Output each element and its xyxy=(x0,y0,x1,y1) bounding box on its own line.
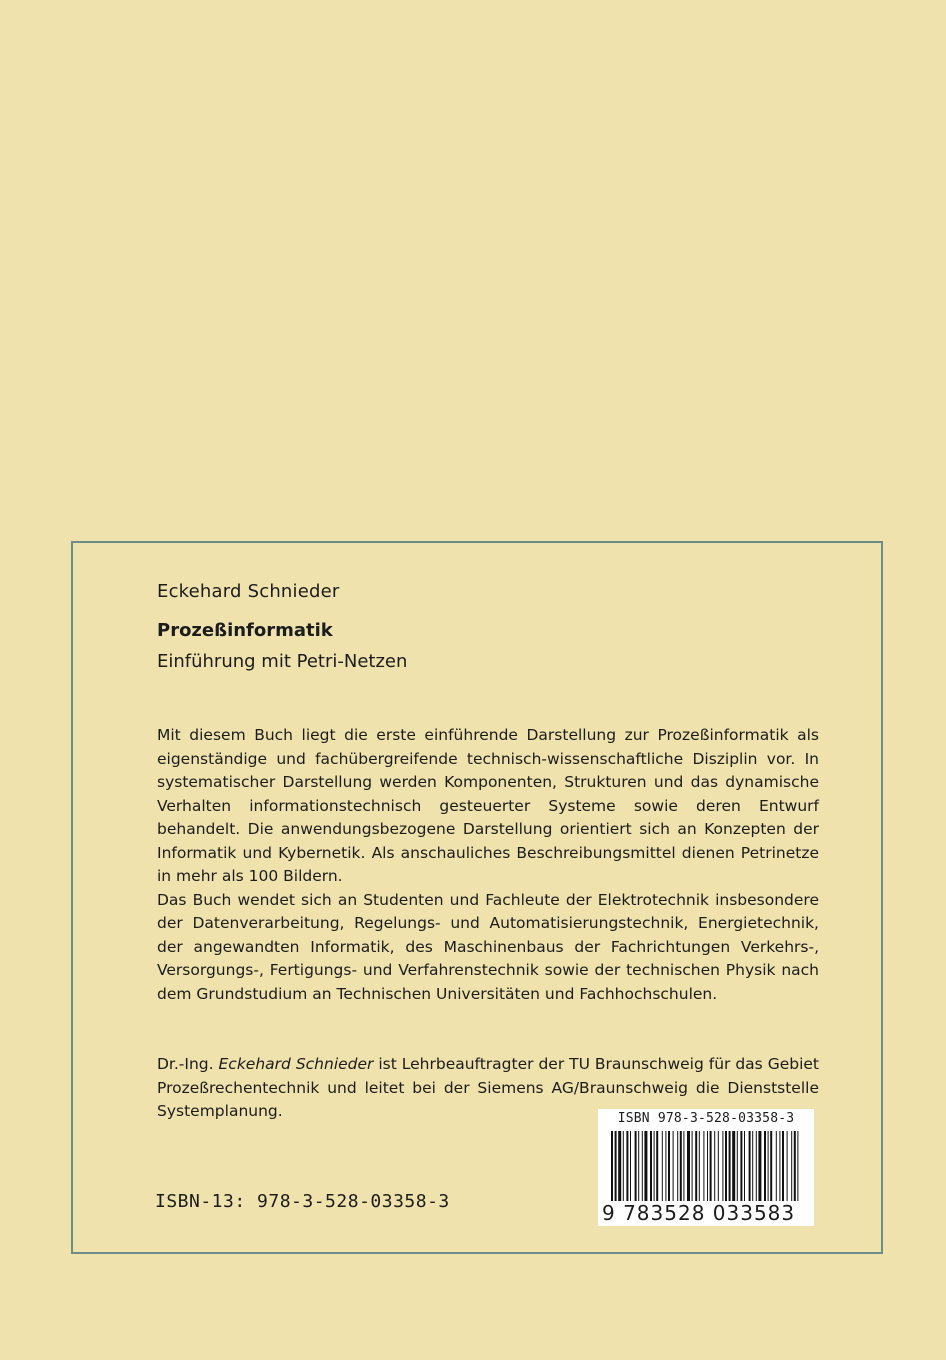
barcode-bar xyxy=(668,1131,670,1201)
barcode-bar xyxy=(768,1131,769,1201)
barcode-bar xyxy=(650,1131,652,1201)
barcode-bar xyxy=(665,1131,666,1201)
barcode-bar xyxy=(776,1131,777,1201)
barcode-bar xyxy=(644,1131,647,1201)
bio-prefix: Dr.-Ing. xyxy=(157,1055,219,1073)
barcode-bar xyxy=(770,1131,772,1201)
back-cover-panel xyxy=(71,541,883,1254)
barcode-bar xyxy=(687,1131,690,1201)
barcode-bar xyxy=(695,1131,697,1201)
book-title: Prozeßinformatik xyxy=(157,620,333,641)
bio-author-name: Eckehard Schnieder xyxy=(218,1055,374,1073)
barcode-bar xyxy=(740,1131,742,1201)
barcode-bar xyxy=(642,1131,643,1201)
barcode-bar xyxy=(787,1131,788,1201)
bio-rest: ist Lehrbeauftragter der TU Braunschweig für das Gebiet Prozeßrechentechnik und leitet bei der Siemens AG/Braunschweig die Dienststelle Systemplanung. xyxy=(157,1055,819,1120)
barcode-bar xyxy=(752,1131,753,1201)
barcode-bar xyxy=(791,1131,792,1201)
barcode-bar xyxy=(782,1131,784,1201)
description-paragraph-1: Mit diesem Buch liegt die erste einführende Darstellung zur Prozeßinformatik als eigenständige und fachübergreifende technisch-wissenschaftliche Disziplin vor. In systematischer Darstellung werden Komponenten, Strukturen und das dynamische Verhalten informationstechnisch gesteuerter Systeme sowie deren Entwurf behandelt. Die anwendungsbezogene Darstellung orientiert sich an Konzepten der Informatik und Kybernetik. Als anschauliches Beschreibungsmittel dienen Petrinetze in mehr als 100 Bildern. xyxy=(157,726,819,885)
barcode-bar xyxy=(680,1131,682,1201)
barcode-bar xyxy=(626,1131,628,1201)
description-paragraph-2: Das Buch wendet sich an Studenten und Fachleute der Elektrotechnik insbesondere der Datenverarbeitung, Regelungs- und Automatisierungstechnik, Energietechnik, der angewandten Informatik, des Maschinenbaus der Fachrichtungen Verkehrs-, Versorgungs-, Fertigungs- und Verfahrenstechnik sowie der technischen Physik nach dem Grundstudium an Technischen Universitäten und Fachhochschulen. xyxy=(157,890,819,1003)
barcode-bars-icon xyxy=(611,1131,801,1201)
barcode-bar xyxy=(656,1131,658,1201)
barcode-bar xyxy=(744,1131,745,1201)
barcode-bar xyxy=(729,1131,731,1201)
barcode-bar xyxy=(654,1131,655,1201)
barcode-bar xyxy=(707,1131,708,1201)
barcode-bar xyxy=(683,1131,684,1201)
book-description xyxy=(157,724,819,1006)
barcode-bar xyxy=(749,1131,751,1201)
barcode-bar xyxy=(722,1131,723,1201)
barcode-bar xyxy=(710,1131,712,1201)
author-name: Eckehard Schnieder xyxy=(157,581,340,602)
barcode-bar xyxy=(635,1131,637,1201)
isbn13-label: ISBN-13: 978-3-528-03358-3 xyxy=(155,1191,450,1212)
isbn-barcode xyxy=(598,1109,814,1226)
barcode-bar xyxy=(692,1131,693,1201)
barcode-bar xyxy=(764,1131,766,1201)
barcode-ean-digits: 9 783528 033583 xyxy=(602,1201,796,1225)
barcode-bar xyxy=(611,1131,613,1201)
barcode-bar xyxy=(699,1131,700,1201)
barcode-bar xyxy=(662,1131,663,1201)
barcode-bar xyxy=(630,1131,631,1201)
barcode-bar xyxy=(732,1131,735,1201)
barcode-bar xyxy=(779,1131,780,1201)
barcode-bar xyxy=(737,1131,738,1201)
book-subtitle: Einführung mit Petri-Netzen xyxy=(157,651,408,672)
barcode-bar xyxy=(703,1131,704,1201)
barcode-bar xyxy=(756,1131,757,1201)
barcode-bar xyxy=(615,1131,617,1201)
barcode-bar xyxy=(677,1131,678,1201)
barcode-bar xyxy=(797,1131,798,1201)
barcode-bar xyxy=(623,1131,624,1201)
barcode-isbn-text: ISBN 978-3-528-03358-3 xyxy=(617,1111,795,1126)
barcode-bar xyxy=(718,1131,719,1201)
barcode-bar xyxy=(714,1131,715,1201)
barcode-bar xyxy=(638,1131,639,1201)
barcode-bar xyxy=(758,1131,761,1201)
barcode-bar xyxy=(673,1131,674,1201)
barcode-bar xyxy=(725,1131,727,1201)
barcode-bar xyxy=(618,1131,621,1201)
barcode-bar xyxy=(794,1131,796,1201)
